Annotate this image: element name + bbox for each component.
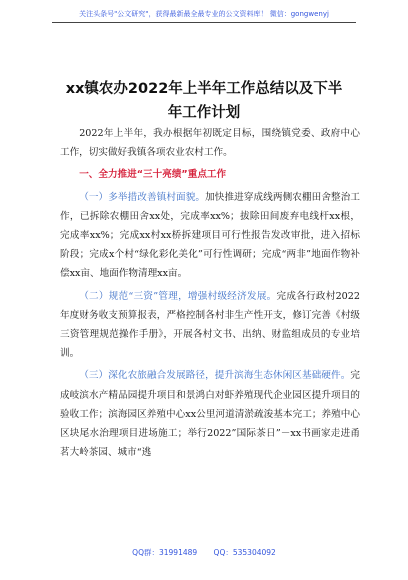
title-line-1: xx镇农办2022年上半年工作总结以及下半	[65, 81, 343, 97]
header-divider	[52, 22, 356, 23]
document-title	[40, 77, 368, 125]
document-body	[60, 124, 360, 465]
section-item-3	[60, 366, 360, 462]
item-1-highlight: （一）多举措改善镇村面貌。	[79, 191, 206, 203]
footer-note	[0, 547, 408, 558]
item-2-highlight: （二）规范“三资”管理，增强村级经济发展。	[79, 290, 277, 302]
item-3-text: 完成岐滨水产精品园提升项目和景鸿白对虾养殖现代企业园区提升项目的验收工作；滨海园区养殖中心xx公里河道清淤疏浚基本完工；养殖中心区块尾水治理项目进场施工；举行2022”国际茶日”－xx书画家走进甬茗大岭茶园、城市“逃	[60, 370, 360, 459]
footer-qq-group: QQ群：31991489	[132, 548, 198, 557]
footer-qq: QQ：535304092	[213, 548, 276, 557]
section-item-2	[60, 287, 360, 364]
item-1-text: 加快推进穿成线两侧农棚田舍整治工作，已拆除农棚田舍xx处，完成率xx%；拔除田间废弃电线杆xx根，完成率xx%；完成xx村xx桥拆建项目可行性报告发改审批，进入招标阶段；完成x个村“绿化彩化美化”可行性调研；完成“两非”地面作物补偿xx亩、地面作物清理xx亩。	[60, 191, 361, 280]
section-item-1	[60, 188, 360, 284]
title-line-2: 年工作计划	[167, 105, 241, 121]
header-note: 关注头条号"公文研究"，获得最新最全最专业的公文资料库！ 微信：gongwenyj	[79, 10, 329, 18]
item-2-text: 完成各行政村2022年度财务收支预算报表，严格控制各村非生产性开支，修订完善《村级三资管理规范操作手册》，开展各村文书、出纳、财监组成员的专业培训。	[60, 290, 360, 360]
item-3-highlight: （三）深化农旅融合发展路径，提升滨海生态休闲区基础硬件。	[79, 370, 351, 382]
intro-paragraph: 2022年上半年，我办根据年初既定目标，围绕镇党委、政府中心工作，切实做好我镇各项农业农村工作。	[60, 128, 360, 159]
section-heading-1: 一、全力推进“三十亮绩”重点工作	[79, 169, 227, 181]
